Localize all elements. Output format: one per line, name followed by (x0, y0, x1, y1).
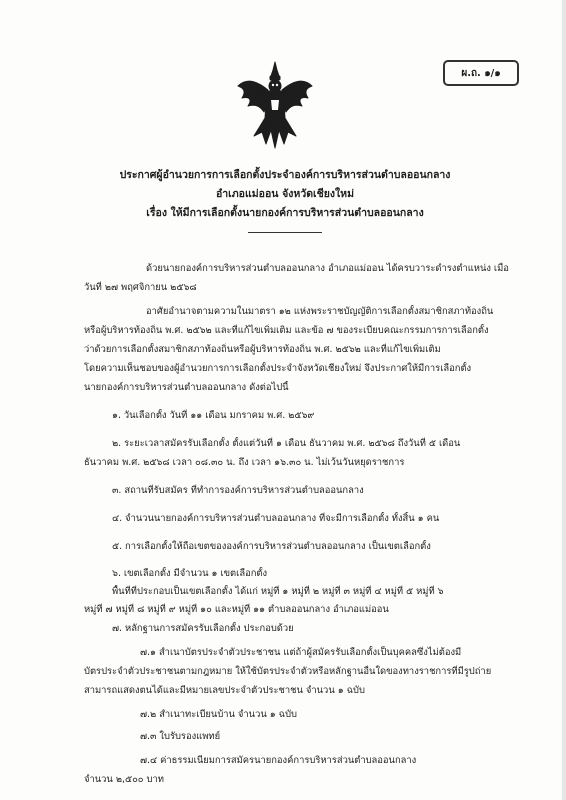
title-divider (248, 232, 322, 233)
list-item: ๗.๔ ค่าธรรมเนียมการสมัครนายกองค์การบริหารส่วนตำบลออนกลาง (140, 755, 417, 766)
paragraph-line: อาศัยอำนาจตามความในมาตรา ๑๒ แห่งพระราชบัญญัติการเลือกตั้งสมาชิกสภาท้องถิ่น (146, 306, 494, 317)
list-item: หมู่ที่ ๗ หมู่ที่ ๘ หมู่ที่ ๙ หมู่ที่ ๑๐ และหมู่ที่ ๑๑ ตำบลออนกลาง อำเภอแม่ออน (84, 604, 389, 615)
paragraph-line: หรือผู้บริหารท้องถิ่น พ.ศ. ๒๕๖๒ และที่แก้ไขเพิ่มเติม และข้อ ๗ ของระเบียบคณะกรรมการการเลือกตั้ง (84, 325, 489, 336)
garuda-emblem-icon (236, 60, 314, 154)
list-item: ๕. การเลือกตั้งให้ถือเขตขององค์การบริหารส่วนตำบลออนกลาง เป็นเขตเลือกตั้ง (112, 541, 431, 552)
list-item: ๓. สถานที่รับสมัคร ที่ทำการองค์การบริหารส่วนตำบลออนกลาง (112, 485, 364, 496)
list-item: ๗.๑ สำเนาบัตรประจำตัวประชาชน แต่ถ้าผู้สมัครรับเลือกตั้งเป็นบุคคลซึ่งไม่ต้องมี (140, 647, 462, 658)
title-line-2: อำเภอแม่ออน จังหวัดเชียงใหม่ (215, 188, 355, 200)
paragraph-line: โดยความเห็นชอบของผู้อำนวยการการเลือกตั้งประจำจังหวัดเชียงใหม่ จึงประกาศให้มีการเลือกตั้ง (84, 363, 472, 374)
list-item: ๗. หลักฐานการสมัครรับเลือกตั้ง ประกอบด้วย (112, 623, 294, 634)
list-item: ๒. ระยะเวลาสมัครรับเลือกตั้ง ตั้งแต่วันที่ ๑ เดือน ธันวาคม พ.ศ. ๒๕๖๘ ถึงวันที่ ๕ เดือน (112, 438, 461, 449)
list-item: จำนวน ๒,๕๐๐ บาท (84, 774, 164, 785)
paragraph-line: นายกองค์การบริหารส่วนตำบลออนกลาง ดังต่อไปนี้ (84, 382, 289, 393)
list-item: ๗.๒ สำเนาทะเบียนบ้าน จำนวน ๑ ฉบับ (140, 709, 297, 720)
list-item: สามารถแสดงตนได้และมีหมายเลขประจำตัวประชาชน จำนวน ๑ ฉบับ (84, 685, 365, 696)
list-item: ๗.๓ ใบรับรองแพทย์ (140, 731, 221, 742)
paragraph-line: วันที่ ๒๗ พฤศจิกายน ๒๕๖๘ (84, 282, 197, 293)
list-item: ๑. วันเลือกตั้ง วันที่ ๑๑ เดือน มกราคม พ.ศ. ๒๕๖๙ (112, 410, 315, 421)
paragraph-line: ว่าด้วยการเลือกตั้งสมาชิกสภาท้องถิ่นหรือผู้บริหารท้องถิ่น พ.ศ. ๒๕๖๒ และที่แก้ไขเพิ่มเติม (84, 344, 441, 355)
paragraph-line: ด้วยนายกองค์การบริหารส่วนตำบลออนกลาง อำเภอแม่ออน ได้ครบวาระดำรงตำแหน่ง เมื่อ (146, 263, 509, 274)
list-item: บัตรประจำตัวประชาชนตามกฎหมาย ให้ใช้บัตรประจำตัวหรือหลักฐานอื่นใดของทางราชการที่มีรูปถ่าย (84, 666, 492, 677)
list-item: พื้นที่ที่ประกอบเป็นเขตเลือกตั้ง ได้แก่ หมู่ที่ ๑ หมู่ที่ ๒ หมู่ที่ ๓ หมู่ที่ ๔ หมู่ที่ ๕ หมู่ที่ ๖ (112, 586, 444, 597)
list-item: ๔. จำนวนนายกองค์การบริหารส่วนตำบลออนกลาง ที่จะมีการเลือกตั้ง ทั้งสิ้น ๑ คน (112, 513, 440, 524)
title-line-3: เรื่อง ให้มีการเลือกตั้งนายกองค์การบริหารส่วนตำบลออนกลาง (146, 207, 424, 219)
list-item: ธันวาคม พ.ศ. ๒๕๖๘ เวลา ๐๘.๓๐ น. ถึง เวลา ๑๖.๓๐ น. ไม่เว้นวันหยุดราชการ (84, 457, 405, 468)
list-item: ๖. เขตเลือกตั้ง มีจำนวน ๑ เขตเลือกตั้ง (112, 568, 268, 579)
form-code-badge: ผ.ถ. ๑/๑ (443, 60, 519, 86)
title-line-1: ประกาศผู้อำนวยการการเลือกตั้งประจำองค์การบริหารส่วนตำบลออนกลาง (119, 169, 451, 181)
